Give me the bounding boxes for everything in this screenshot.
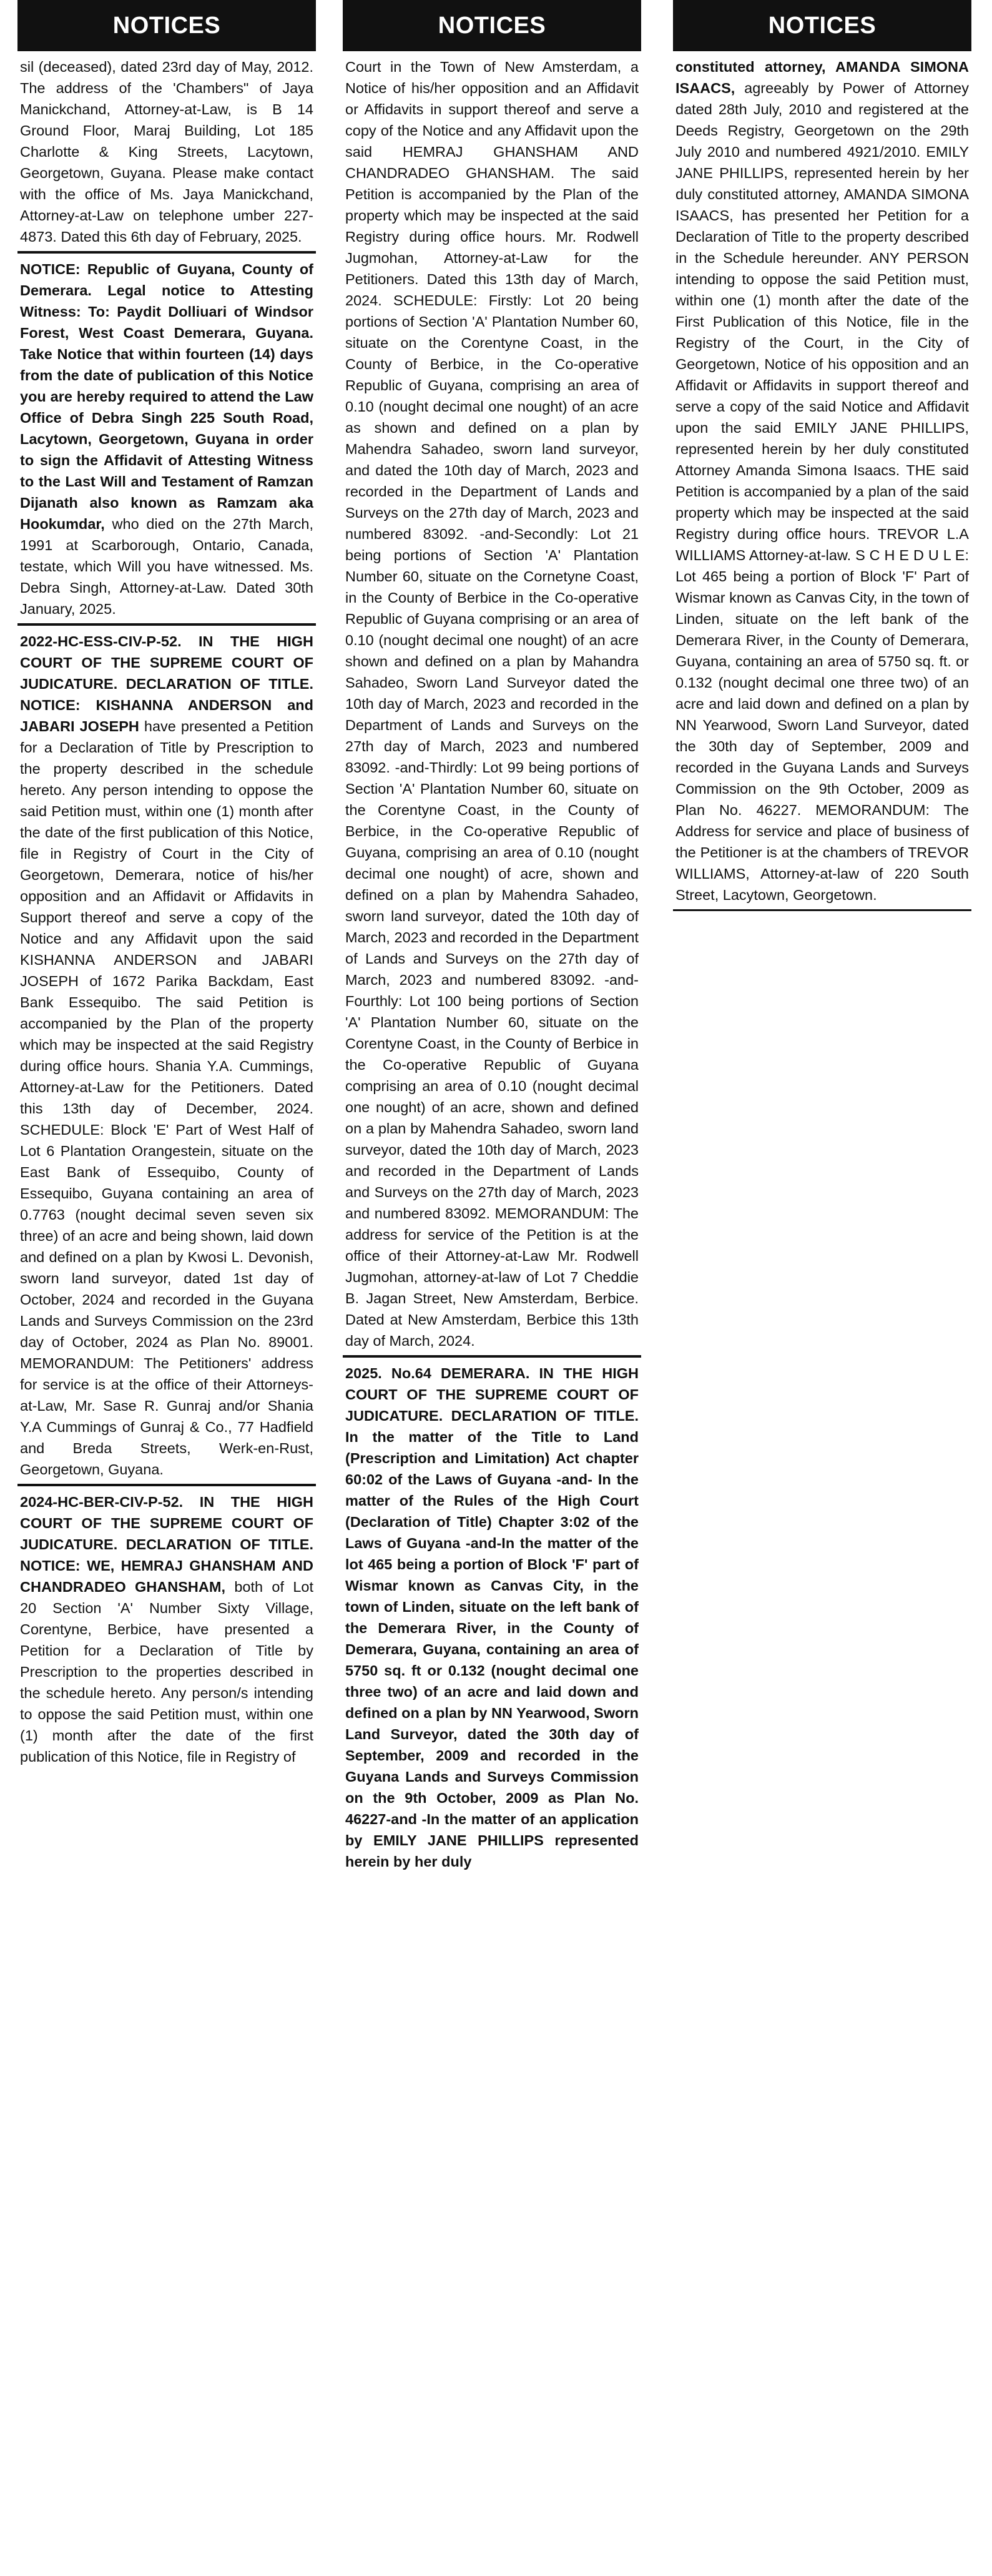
column-header: NOTICES xyxy=(17,0,316,51)
notice-lead: constituted attorney, AMANDA SIMONA ISAACS, xyxy=(675,59,969,96)
notice-item xyxy=(343,1358,641,1876)
notices-column-2 xyxy=(343,0,641,2576)
notice-item xyxy=(17,51,316,251)
notices-column-3 xyxy=(673,0,971,2576)
notices-column-1 xyxy=(17,0,316,2576)
notice-body: who died on the 27th March, 1991 at Scarborough, Ontario, Canada, testate, which Will you have witnessed. Ms. Debra Singh, Attorney-at-Law. Dated 30th January, 2025. xyxy=(20,516,313,617)
notice-item xyxy=(17,626,316,1484)
notice-item xyxy=(17,1486,316,1771)
notice-body: agreeably by Power of Attorney dated 28th July, 2010 and registered at the Deeds Registry, Georgetown on the 29th July 2010 and numbered 4921/2010. EMILY JANE PHILLIPS, represented herein by her duly constituted attorney, AMANDA SIMONA ISAACS, has presented her Petition for a Declaration of Title to the property described in the Schedule hereunder. ANY PERSON intending to oppose the said Petition must, within one (1) month after the date of the First Publication of this Notice, file in the Registry of the Court, in the City of Georgetown, Notice of his opposition and an Affidavit or Affidavits in support thereof and serve a copy of the said Notice and Affidavit upon the said EMILY JANE PHILLIPS, represented herein by her duly constituted Attorney Amanda Simona Isaacs. THE said Petition is accompanied by a plan of the said property which may be inspected at the said Registry during office hours. TREVOR L.A WILLIAMS Attorney-at-law. S C H E D U L E: Lot 465 being a portion of Block 'F' Part of Wismar known as Canvas City, in the town of Linden, situate on the left bank of the Demerara River, in the County of Demerara, Guyana, containing an area of 5750 sq. ft. or 0.132 (nought decimal one three two) of an acre and laid down and defined on a plan by NN Yearwood, Sworn Land Surveyor, dated the 30th day of September, 2009 and recorded in the Guyana Lands and Surveys Commission on the 9th October, 2009 as Plan No. 46227. MEMORANDUM: The Address for service and place of business of the Petitioner is at the chambers of TREVOR WILLIAMS, Attorney-at-law of 220 South Street, Lacytown, Georgetown. xyxy=(675,80,969,903)
notice-body: both of Lot 20 Section 'A' Number Sixty Village, Corentyne, Berbice, have presented a Petition for a Declaration of Title by Prescription to the properties described in the schedule hereto. Any person/s intending to oppose the said Petition must, within one (1) month after the date of the first publication of this Notice, file in Registry of xyxy=(20,1579,314,1765)
notice-item xyxy=(673,51,971,909)
column-header: NOTICES xyxy=(673,0,971,51)
notice-body: Court in the Town of New Amsterdam, a Notice of his/her opposition and an Affidavit or Affidavits in support thereof and serve a copy of the Notice and any Affidavit upon the said HEMRAJ GHANSHAM AND CHANDRADEO GHANSHAM. The said Petition is accompanied by the Plan of the property which may be inspected at the said Registry during office hours. Mr. Rodwell Jugmohan, Attorney-at-Law for the Petitioners. Dated this 13th day of March, 2024. SCHEDULE: Firstly: Lot 20 being portions of Section 'A' Plantation Number 60, situate on the Corentyne Coast, in the County of Berbice, in the Co-operative Republic of Guyana, comprising an area of 0.10 (nought decimal one nought) of an acre as shown and defined on a plan by Mahendra Sahadeo, sworn land surveyor, and dated the 10th day of March, 2023 and recorded in the Department of Lands and Surveys on the 27th day of March, 2023 and numbered 83092. -and-Secondly: Lot 21 being portions of Section 'A' Plantation Number 60, situate on the Cornetyne Coast, in the County of Berbice in the Co-operative Republic of Guyana comprising or an area of 0.10 (nought decimal one nought) of an acre shown and defined on a plan by Mahandra Sahadeo, Sworn Land Surveyor dated the 10th day of March, 2023 and recorded in the Department of Lands and Surveys on the 27th day of March, 2023 and numbered 83092. -and-Thirdly: Lot 99 being portions of Section 'A' Plantation Number 60, situate on the Corentyne Coast, in the County of Berbice, in the Co-operative Republic of Guyana, comprising an area of 0.10 (nought decimal one nought) of acre, shown and defined on a plan by Mahendra Sahadeo, sworn land surveyor, dated the 10th day of March, 2023 and recorded in the Department of Lands and Surveys on the 27th day of March, 2023 and numbered 83092. -and-Fourthly: Lot 100 being portions of Section 'A' Plantation Number 60, situate on the Corentyne Coast, in the County of Berbice in the Co-operative Republic of Guyana comprising an area of 0.10 (nought decimal one nought) of an acre, shown and defined on a plan by Mahendra Sahadeo, sworn land surveyor, dated the 10th day of March, 2023 and recorded in the Department of Lands and Surveys on the 27th day of March, 2023 and numbered 83092. MEMORANDUM: The address for service of the Petition is at the office of their Attorney-at-Law Mr. Rodwell Jugmohan, attorney-at-law of Lot 7 Cheddie B. Jagan Street, New Amsterdam, Berbice. Dated at New Amsterdam, Berbice this 13th day of March, 2024. xyxy=(345,59,639,1349)
notice-item xyxy=(17,254,316,623)
notice-body: sil (deceased), dated 23rd day of May, 2012. The address of the 'Chambers" of Jaya Manickchand, Attorney-at-Law, is B 14 Ground Floor, Maraj Building, Lot 185 Charlotte & King Streets, Lacytown, Georgetown, Guyana. Please make contact with the office of Ms. Jaya Manickchand, Attorney-at-Law on telephone umber 227-4873. Dated this 6th day of February, 2025. xyxy=(20,59,313,245)
notice-lead: 2022-HC-ESS-CIV-P-52. IN THE HIGH COURT OF THE SUPREME COURT OF JUDICATURE. DECLARATION OF TITLE. NOTICE: KISHANNA ANDERSON and JABARI JOSEPH xyxy=(20,633,313,734)
column-header: NOTICES xyxy=(343,0,641,51)
notice-lead: NOTICE: Republic of Guyana, County of Demerara. Legal notice to Attesting Witness: To: Paydit Dolliuari of Windsor Forest, West Coast Demerara, Guyana. Take Notice that within fourteen (14) days from the date of publication of this Notice you are hereby required to attend the Law Office of Debra Singh 225 South Road, Lacytown, Georgetown, Guyana in order to sign the Affidavit of Attesting Witness to the Last Will and Testament of Ramzan Dijanath also known as Ramzam aka Hookumdar, xyxy=(20,261,313,532)
notice-divider xyxy=(673,909,971,911)
notice-item xyxy=(343,51,641,1355)
notice-lead: 2024-HC-BER-CIV-P-52. IN THE HIGH COURT OF THE SUPREME COURT OF JUDICATURE. DECLARATION OF TITLE. NOTICE: WE, HEMRAJ GHANSHAM AND CHANDRADEO GHANSHAM, xyxy=(20,1494,313,1595)
notice-body: have presented a Petition for a Declaration of Title by Prescription to the property described in the schedule hereto. Any person intending to oppose the said Petition must, within one (1) month after the date of the first publication of this Notice, file in Registry of Court in the City of Georgetown, Demerara, notice of his/her opposition and an Affidavit or Affidavits in Support thereof and serve a copy of the Notice and any Affidavit upon the said KISHANNA ANDERSON and JABARI JOSEPH of 1672 Parika Backdam, East Bank Essequibo. The said Petition is accompanied by the Plan of the property which may be inspected at the said Registry during office hours. Shania Y.A. Cummings, Attorney-at-Law for the Petitioners. Dated this 13th day of December, 2024. SCHEDULE: Block 'E' Part of West Half of Lot 6 Plantation Orangestein, situate on the East Bank of Essequibo, County of Essequibo, Guyana containing an area of 0.7763 (nought decimal seven seven six three) of an acre and being shown, laid down and defined on a plan by Kwosi L. Devonish, sworn land surveyor, dated 1st day of October, 2024 and recorded in the Guyana Lands and Surveys Commission on the 23rd day of October, 2024 as Plan No. 89001. MEMORANDUM: The Petitioners' address for service is at the office of their Attorneys-at-Law, Mr. Sase R. Gunraj and/or Shania Y.A Cummings of Gunraj & Co., 77 Hadfield and Breda Streets, Werk-en-Rust, Georgetown, Guyana. xyxy=(20,718,313,1478)
notice-lead: 2025. No.64 DEMERARA. IN THE HIGH COURT OF THE SUPREME COURT OF JUDICATURE. DECLARATION OF TITLE. In the matter of the Title to Land (Prescription and Limitation) Act chapter 60:02 of the Laws of Guyana -and- In the matter of the Rules of the High Court (Declaration of Title) Chapter 3:02 of the Laws of Guyana -and-In the matter of the lot 465 being a portion of Block 'F' part of Wismar known as Canvas City, in the town of Linden, situate on the left bank of the Demerara River, in the County of Demerara, Guyana, containing an area of 5750 sq. ft or 0.132 (nought decimal one three two) of an acre and laid down and defined on a plan by NN Yearwood, Sworn Land Surveyor, dated the 30th day of September, 2009 and recorded in the Guyana Lands and Surveys Commission on the 9th October, 2009 as Plan No. 46227-and -In the matter of an application by EMILY JANE PHILLIPS represented herein by her duly xyxy=(345,1365,639,1870)
